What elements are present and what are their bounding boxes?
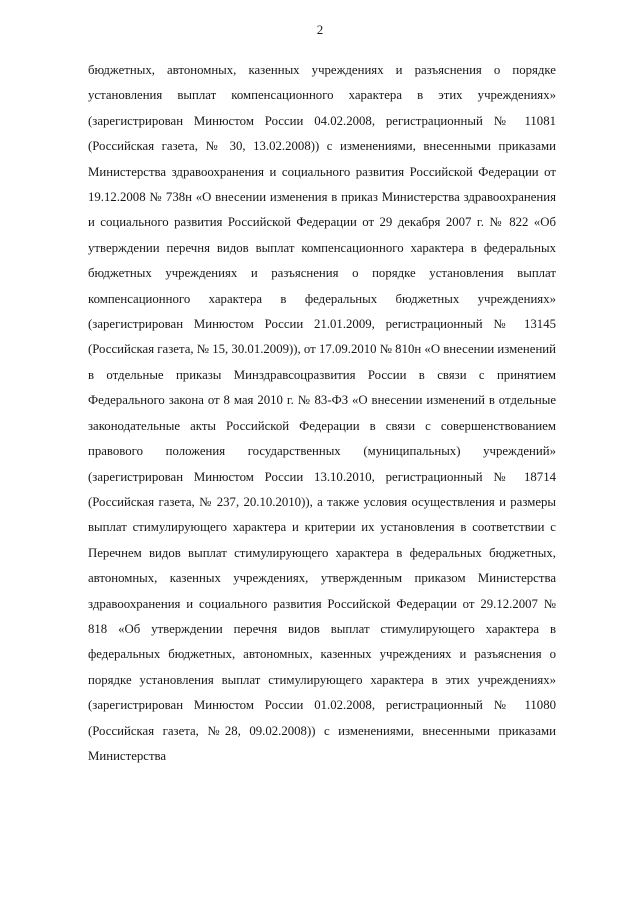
- page-number: 2: [316, 22, 324, 37]
- document-body: [88, 58, 556, 769]
- paragraph: бюджетных, автономных, казенных учреждениях и разъяснения о порядке установления выплат компенсационного характера в этих учреждениях» (зарегистрирован Минюстом России 04.02.2008, регистрационный № 11081 (Российская газета, № 30, 13.02.2008)) с изменениями, внесенными приказами Министерства здравоохранения и социального развития Российской Федерации от 19.12.2008 № 738н «О внесении изменения в приказ Министерства здравоохранения и социального развития Российской Федерации от 29 декабря 2007 г. № 822 «Об утверждении перечня видов выплат компенсационного характера в федеральных бюджетных учреждениях и разъяснения о порядке установления выплат компенсационного характера в федеральных бюджетных учреждениях» (зарегистрирован Минюстом России 21.01.2009, регистрационный № 13145 (Российская газета, № 15, 30.01.2009)), от 17.09.2010 № 810н «О внесении изменений в отдельные приказы Минздравсоцразвития России в связи с принятием Федерального закона от 8 мая 2010 г. № 83-ФЗ «О внесении изменений в отдельные законодательные акты Российской Федерации в связи с совершенствованием правового положения государственных (муниципальных) учреждений» (зарегистрирован Минюстом России 13.10.2010, регистрационный № 18714 (Российская газета, № 237, 20.10.2010)), а также условия осуществления и размеры выплат стимулирующего характера и критерии их установления в соответствии с Перечнем видов выплат стимулирующего характера в федеральных бюджетных, автономных, казенных учреждениях, утвержденным приказом Министерства здравоохранения и социального развития Российской Федерации от 29.12.2007 № 818 «Об утверждении перечня видов выплат стимулирующего характера в федеральных бюджетных, автономных, казенных учреждениях и разъяснения о порядке установления выплат стимулирующего характера в этих учреждениях» (зарегистрирован Минюстом России 01.02.2008, регистрационный № 11080 (Российская газета, №28, 09.02.2008)) с изменениями, внесенными приказами Министерства: [88, 63, 556, 763]
